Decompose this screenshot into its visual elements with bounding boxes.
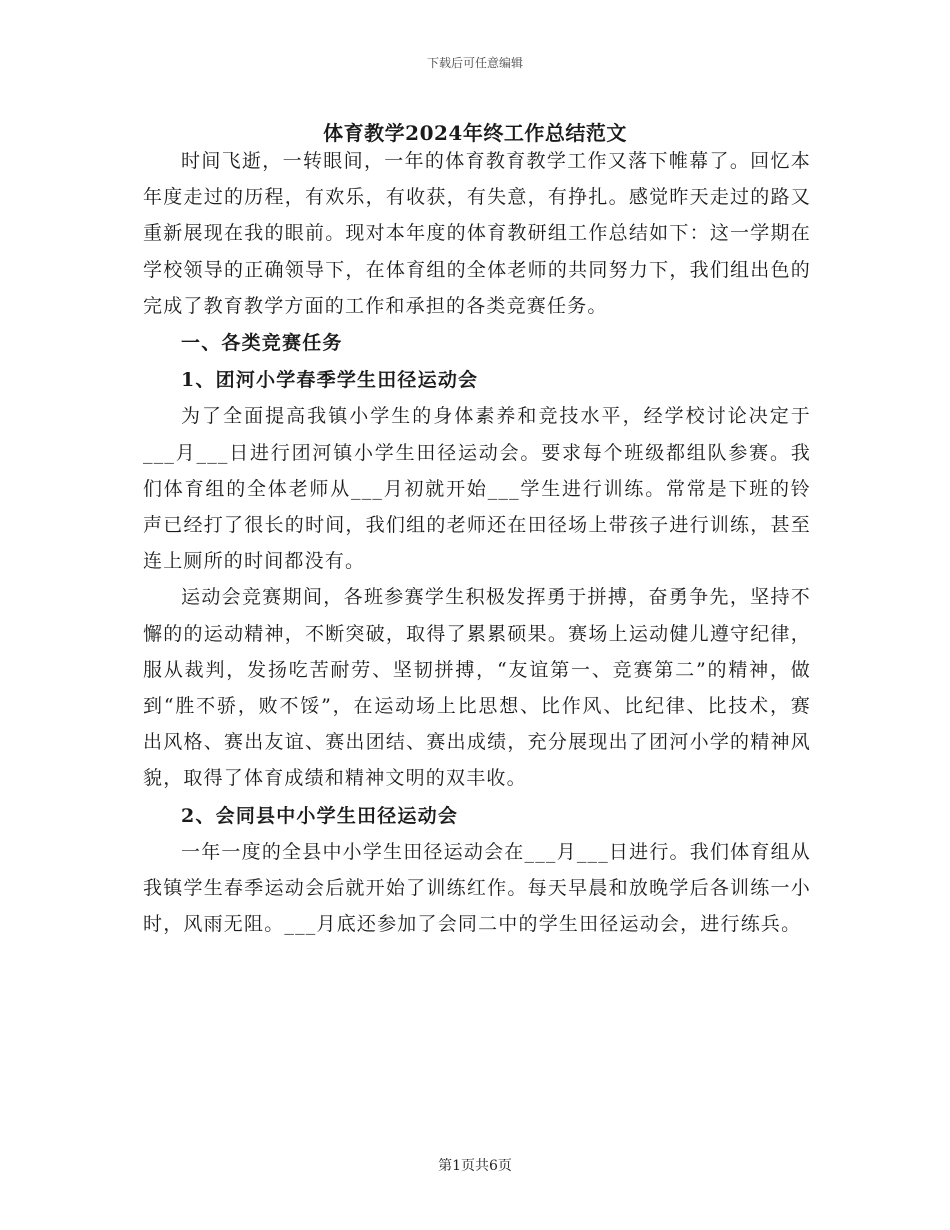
body-paragraph: 为了全面提高我镇小学生的身体素养和竞技水平，经学校讨论决定于___月___日进行团河镇小学生田径运动会。要求每个班级都组队参赛。我们体育组的全体老师从___月初就开始___学生进行训练。常常是下班的铃声已经打了很长的时间，我们组的老师还在田径场上带孩子进行训练，甚至连上厕所的时间都没有。 xyxy=(143,405,811,573)
subsection-heading: 2、会同县中小学生田径运动会 xyxy=(181,804,459,827)
page-number: 第1页共6页 xyxy=(438,1158,512,1174)
body-paragraph: 一年一度的全县中小学生田径运动会在___月___日进行。我们体育组从我镇学生春季运动会后就开始了训练红作。每天早晨和放晚学后各训练一小时，风雨无阻。___月底还参加了会同二中的学生田径运动会，进行练兵。 xyxy=(143,840,811,936)
document-body xyxy=(143,143,811,942)
section-heading: 一、各类竞赛任务 xyxy=(181,332,343,355)
page-header-note: 下载后可任意编辑 xyxy=(426,56,523,70)
body-paragraph: 运动会竞赛期间，各班参赛学生积极发挥勇于拼搏，奋勇争先，坚持不懈的的运动精神，不断突破，取得了累累硕果。赛场上运动健儿遵守纪律，服从裁判，发扬吃苦耐劳、坚韧拼搏，“友谊第一、竞赛第二”的精神，做到“胜不骄，败不馁”，在运动场上比思想、比作风、比纪律、比技术，赛出风格、赛出友谊、赛出团结、赛出成绩，充分展现出了团河小学的精神风貌，取得了体育成绩和精神文明的双丰收。 xyxy=(143,586,811,790)
document-title: 体育教学2024年终工作总结范文 xyxy=(323,121,627,145)
subsection-heading: 1、团河小学春季学生田径运动会 xyxy=(181,369,479,392)
intro-paragraph: 时间飞逝，一转眼间，一年的体育教育教学工作又落下帷幕了。回忆本年度走过的历程，有欢乐，有收获，有失意，有挣扎。感觉昨天走过的路又重新展现在我的眼前。现对本年度的体育教研组工作总结如下：这一学期在学校领导的正确领导下，在体育组的全体老师的共同努力下，我们组出色的完成了教育教学方面的工作和承担的各类竞赛任务。 xyxy=(143,150,811,317)
